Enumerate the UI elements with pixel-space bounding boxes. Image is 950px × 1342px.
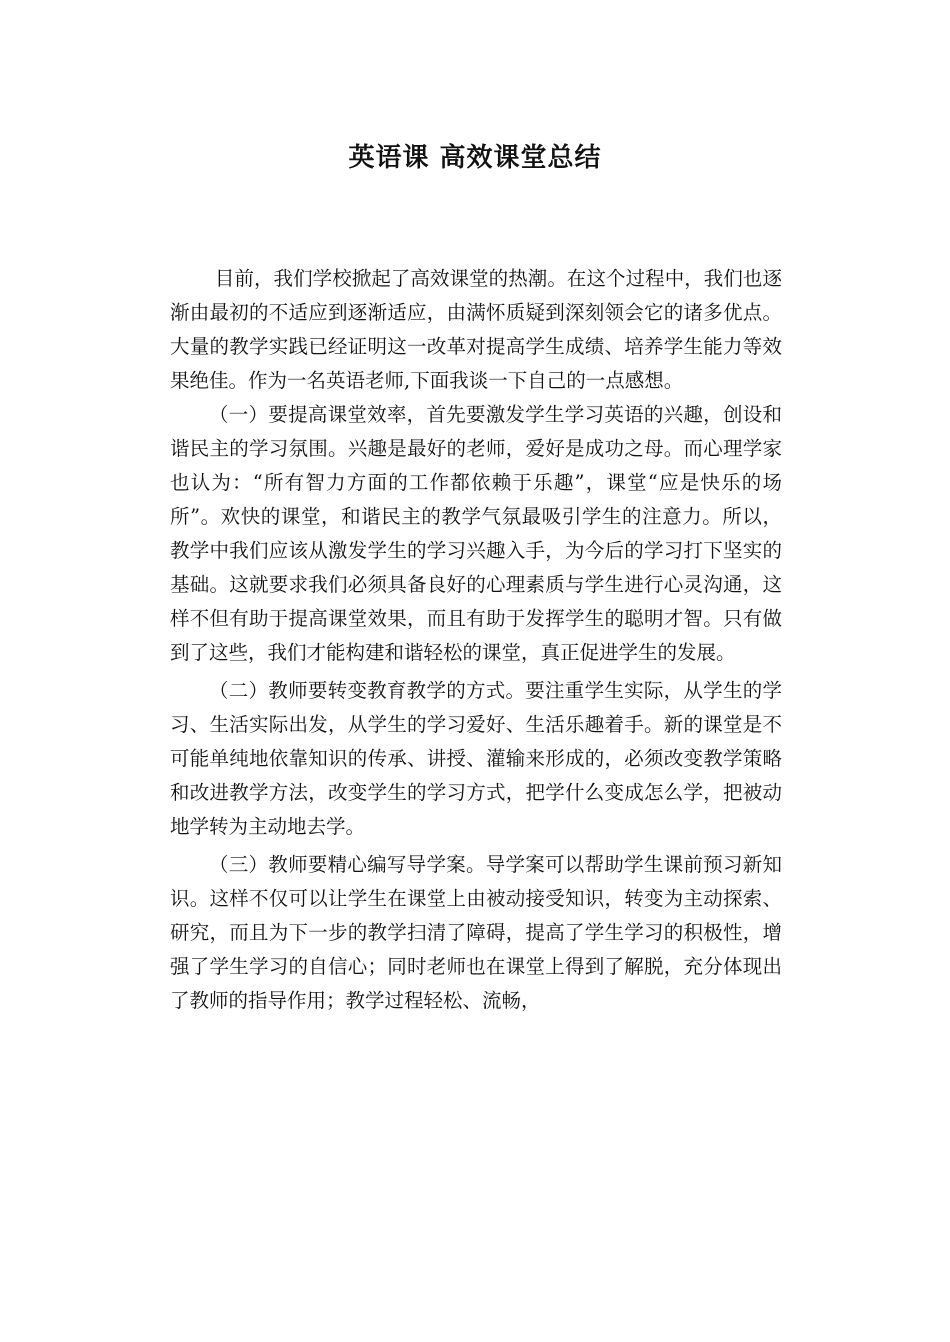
document-title: 英语课 高效课堂总结 bbox=[348, 143, 602, 173]
paragraph-point-1: （一）要提高课堂效率，首先要激发学生学习英语的兴趣，创设和谐民主的学习氛围。兴趣是最好的老师，爱好是成功之母。而心理学家也认为：“所有智力方面的工作都依赖于乐趣”，课堂“应是快乐的场所”。欢快的课堂，和谐民主的教学气氛最吸引学生的注意力。所以，教学中我们应该从激发学生的学习兴趣入手，为今后的学习打下坚实的基础。这就要求我们必须具备良好的心理素质与学生进行心灵沟通，这样不但有助于提高课堂效果，而且有助于发挥学生的聪明才智。只有做到了这些，我们才能构建和谐轻松的课堂，真正促进学生的发展。 bbox=[170, 403, 782, 664]
paragraph-point-2: （二）教师要转变教育教学的方式。要注重学生实际，从学生的学习、生活实际出发，从学生的学习爱好、生活乐趣着手。新的课堂是不可能单纯地依靠知识的传承、讲授、灌输来形成的，必须改变教学策略和改进教学方法，改变学生的学习方式，把学什么变成怎么学，把被动地学转为主动地去学。 bbox=[170, 679, 782, 838]
document-body bbox=[170, 262, 782, 1018]
paragraph-point-3: （三）教师要精心编写导学案。导学案可以帮助学生课前预习新知识。这样不仅可以让学生在课堂上由被动接受知识，转变为主动探索、研究，而且为下一步的教学扫清了障碍，提高了学生学习的积极性，增强了学生学习的自信心；同时老师也在课堂上得到了解脱，充分体现出了教师的指导作用；教学过程轻松、流畅， bbox=[170, 853, 782, 1012]
paragraph-intro: 目前，我们学校掀起了高效课堂的热潮。在这个过程中，我们也逐渐由最初的不适应到逐渐适应，由满怀质疑到深刻领会它的诸多优点。大量的教学实践已经证明这一改革对提高学生成绩、培养学生能力等效果绝佳。作为一名英语老师,下面我谈一下自己的一点感想。 bbox=[170, 267, 782, 392]
